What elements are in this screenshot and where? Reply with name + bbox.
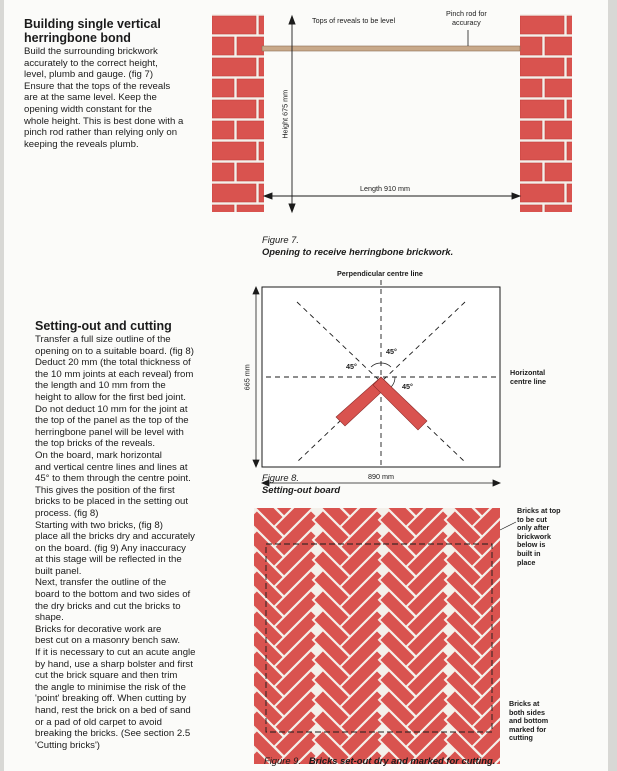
body-line: Next, transfer the outline of the xyxy=(35,577,167,589)
herringbone-brick xyxy=(0,690,30,737)
board-height-label: 665 mm xyxy=(242,364,252,391)
body-line: cut the brick square and then trim xyxy=(35,670,178,682)
herringbone-brick xyxy=(0,490,30,537)
height-label: Height 675 mm xyxy=(280,89,290,139)
body-line: Ensure that the tops of the reveals xyxy=(24,80,171,92)
horizontal-label-line: Horizontal xyxy=(510,368,546,377)
body-line: breaking the bricks. (See section 2.5 xyxy=(35,728,191,740)
herringbone-brick xyxy=(538,610,585,657)
body-line: on the board. (fig 9) Any inaccuracy xyxy=(35,542,186,554)
body-line: If it is necessary to cut an acute angle xyxy=(35,647,196,659)
herringbone-brick xyxy=(0,630,30,677)
brick xyxy=(545,37,589,55)
body-line: whole height. This is best done with a xyxy=(24,115,184,127)
note-line: brickwork xyxy=(517,531,551,541)
herringbone-brick xyxy=(208,590,255,637)
herringbone-brick xyxy=(208,610,255,657)
brick xyxy=(567,58,611,76)
herringbone-brick xyxy=(208,650,255,697)
figure8-title: Setting-out board xyxy=(262,483,341,495)
herringbone-brick xyxy=(577,530,617,577)
herringbone-brick xyxy=(577,750,617,771)
body-line: the top of the panel as the top of the xyxy=(35,415,189,427)
perpendicular-centre-line-label: Perpendicular centre line xyxy=(337,269,423,278)
brick xyxy=(190,121,234,139)
herringbone-brick xyxy=(604,490,617,537)
pinch-rod xyxy=(262,46,520,51)
note-line: Bricks at top xyxy=(517,506,561,515)
note-line: only after xyxy=(517,523,550,533)
body-line: the dry bricks and cut the bricks to xyxy=(35,600,181,612)
section2-heading: Setting-out and cutting xyxy=(35,319,172,333)
note-line: both sides xyxy=(509,707,545,717)
note-line: Bricks at xyxy=(509,699,540,708)
herringbone-brick xyxy=(604,470,617,517)
herringbone-brick xyxy=(0,550,30,597)
herringbone-brick xyxy=(208,530,255,577)
herringbone-brick xyxy=(604,630,617,677)
herringbone-brick xyxy=(0,670,30,717)
side-bricks-note xyxy=(509,700,548,743)
horizontal-label-line: centre line xyxy=(510,376,546,386)
body-line: Deduct 20 mm (the total thickness of xyxy=(35,357,191,369)
herringbone-brick xyxy=(511,630,558,677)
brick xyxy=(567,184,611,202)
section1-body xyxy=(24,46,183,150)
herringbone-brick xyxy=(511,570,558,617)
brick xyxy=(567,142,611,160)
body-line: pinch rod rather than relying only on xyxy=(24,127,178,139)
brick xyxy=(237,121,281,139)
herringbone-brick xyxy=(577,450,617,497)
brick xyxy=(190,79,234,97)
body-line: level, plumb and gauge. (fig 7) xyxy=(24,69,154,81)
herringbone-brick xyxy=(604,650,617,697)
herringbone-brick xyxy=(511,590,558,637)
horizontal-centre-line-label xyxy=(510,369,546,386)
herringbone-brick xyxy=(0,590,30,637)
body-line: 45° to them through the centre point. xyxy=(35,473,191,485)
figure8-number: Figure 8. xyxy=(262,472,299,483)
brick xyxy=(212,184,256,202)
herringbone-brick xyxy=(208,570,255,617)
herringbone-brick xyxy=(604,570,617,617)
herringbone-brick xyxy=(538,630,585,677)
herringbone-brick xyxy=(604,590,617,637)
brick xyxy=(212,16,256,34)
herringbone-brick xyxy=(604,690,617,737)
herringbone-brick xyxy=(577,690,617,737)
brick xyxy=(212,142,256,160)
herringbone-brick xyxy=(208,510,255,557)
herringbone-brick xyxy=(115,750,162,771)
herringbone-brick xyxy=(208,630,255,677)
brick xyxy=(520,184,564,202)
body-line: by hand, use a sharp bolster and first xyxy=(35,658,193,670)
body-line: built panel. xyxy=(35,565,82,577)
brick xyxy=(237,163,281,181)
herringbone-brick xyxy=(0,610,30,657)
figure9-number: Figure 9. xyxy=(264,755,301,766)
herringbone-brick xyxy=(208,730,255,771)
body-line: or a pad of old carpet to avoid xyxy=(35,716,162,728)
body-line: Starting with two bricks, (fig 8) xyxy=(35,519,163,531)
herringbone-brick xyxy=(0,750,30,771)
body-line: This gives the position of the first xyxy=(35,484,175,496)
herringbone-brick xyxy=(0,530,30,577)
herringbone-brick xyxy=(577,610,617,657)
brick xyxy=(520,58,564,76)
brick xyxy=(545,163,589,181)
brick xyxy=(545,121,589,139)
body-line: best cut on a masonry bench saw. xyxy=(35,635,181,647)
body-line: height to allow for the first bed joint. xyxy=(35,391,186,403)
herringbone-brick xyxy=(10,750,57,771)
herringbone-brick xyxy=(577,730,617,771)
brick xyxy=(520,100,564,118)
section1-heading-line: herringbone bond xyxy=(24,31,131,45)
figure9-title: Bricks set-out dry and marked for cutting. xyxy=(308,755,496,766)
note-line: to be cut xyxy=(517,514,547,524)
section1-heading-line: Building single vertical xyxy=(24,17,161,31)
body-line: the 10 mm joints at each reveal) from xyxy=(35,368,194,380)
angle-label: 45° xyxy=(402,382,413,391)
herringbone-brick xyxy=(511,750,558,771)
body-line: and vertical centre lines and lines at xyxy=(35,461,188,473)
herringbone-brick xyxy=(604,510,617,557)
herringbone-brick xyxy=(604,730,617,771)
angle-label: 45° xyxy=(386,347,397,356)
herringbone-brick xyxy=(604,550,617,597)
body-line: Bricks for decorative work are xyxy=(35,623,162,635)
herringbone-brick xyxy=(208,490,255,537)
herringbone-brick xyxy=(577,510,617,557)
body-line: Build the surrounding brickwork xyxy=(24,46,158,57)
herringbone-brick xyxy=(511,650,558,697)
brick xyxy=(498,205,542,223)
herringbone-brick xyxy=(208,670,255,717)
herringbone-brick xyxy=(208,450,255,497)
brick xyxy=(545,205,589,223)
brick xyxy=(498,79,542,97)
herringbone-brick xyxy=(577,710,617,757)
herringbone-brick xyxy=(538,590,585,637)
herringbone-brick xyxy=(538,450,585,497)
pinch-rod-label xyxy=(446,10,487,27)
length-label: Length 910 mm xyxy=(360,184,410,193)
body-line: opening width constant for the xyxy=(24,103,153,115)
herringbone-brick xyxy=(0,570,30,617)
body-line: 'point' breaking off. When cutting by xyxy=(35,693,187,705)
herringbone-brick xyxy=(0,470,30,517)
board-width-label: 890 mm xyxy=(368,472,394,481)
herringbone-brick xyxy=(511,610,558,657)
herringbone-brick xyxy=(538,650,585,697)
herringbone-brick xyxy=(0,730,30,771)
note-line: built in xyxy=(517,548,541,558)
top-bricks-note xyxy=(517,507,561,567)
herringbone-brick xyxy=(208,690,255,737)
herringbone-brick xyxy=(577,590,617,637)
body-line: are at the same level. Keep the xyxy=(24,92,157,104)
herringbone-brick xyxy=(511,450,558,497)
herringbone-brick xyxy=(604,610,617,657)
herringbone-brick xyxy=(0,650,30,697)
herringbone-brick xyxy=(604,530,617,577)
angle-label: 45° xyxy=(346,362,357,371)
body-line: accurately to the correct height, xyxy=(24,57,158,69)
herringbone-brick xyxy=(577,470,617,517)
brick xyxy=(259,16,303,34)
note-line: marked for xyxy=(509,724,547,734)
note-line: and bottom xyxy=(509,716,549,726)
body-line: opening on to a suitable board. (fig 8) xyxy=(35,345,194,357)
body-line: keeping the reveals plumb. xyxy=(24,138,139,150)
body-line: 'Cutting bricks') xyxy=(35,739,100,751)
herringbone-brick xyxy=(181,750,228,771)
length-arrow xyxy=(264,193,520,199)
brick xyxy=(567,16,611,34)
herringbone-brick xyxy=(0,710,30,757)
herringbone-brick xyxy=(604,750,617,771)
body-line: at this stage will be reflected in the xyxy=(35,554,182,566)
herringbone-brick xyxy=(577,490,617,537)
body-line: shape. xyxy=(35,612,64,624)
herringbone-brick xyxy=(577,550,617,597)
herringbone-brick xyxy=(538,750,585,771)
note-line: place xyxy=(517,557,536,567)
body-line: Do not deduct 10 mm for the joint at xyxy=(35,403,188,415)
herringbone-brick xyxy=(604,710,617,757)
brick xyxy=(190,163,234,181)
herringbone-brick xyxy=(0,510,30,557)
body-line: On the board, mark horizontal xyxy=(35,449,162,461)
body-line: Transfer a full size outline of the xyxy=(35,334,171,345)
body-line: process. (fig 8) xyxy=(35,507,99,519)
body-line: the angle to minimise the risk of the xyxy=(35,681,186,693)
herringbone-brick xyxy=(208,750,255,771)
right-brick-reveal xyxy=(498,14,611,223)
top-label-pointer xyxy=(500,522,516,530)
brick xyxy=(567,100,611,118)
brick xyxy=(259,58,303,76)
brick xyxy=(212,58,256,76)
body-line: hand, rest the brick on a bed of sand xyxy=(35,705,191,716)
herringbone-brick xyxy=(208,550,255,597)
herringbone-brick xyxy=(577,670,617,717)
herringbone-brick xyxy=(0,450,30,497)
note-line: below is xyxy=(517,540,546,550)
section1-heading xyxy=(24,17,161,45)
body-line: board to the bottom and two sides of xyxy=(35,589,191,601)
figure7-title: Opening to receive herringbone brickwork. xyxy=(262,245,454,257)
herringbone-brick xyxy=(76,750,123,771)
herringbone-brick xyxy=(577,650,617,697)
body-line: herringbone panel will be level with xyxy=(35,426,184,438)
brick xyxy=(545,79,589,97)
herringbone-brick xyxy=(538,570,585,617)
body-line: bricks to be placed in the setting out xyxy=(35,496,189,508)
pinch-rod-label-line: Pinch rod for xyxy=(446,9,487,18)
brick xyxy=(190,37,234,55)
note-line: cutting xyxy=(509,733,533,743)
herringbone-brick xyxy=(49,750,96,771)
herringbone-brick xyxy=(208,710,255,757)
tops-of-reveals-label: Tops of reveals to be level xyxy=(312,16,396,25)
herringbone-brick xyxy=(142,750,189,771)
herringbone-brick xyxy=(577,570,617,617)
brick xyxy=(190,205,234,223)
brick xyxy=(520,142,564,160)
pinch-rod-label-line: accuracy xyxy=(451,17,481,27)
figure7-caption xyxy=(262,234,453,257)
figure8-caption xyxy=(262,472,340,495)
brick xyxy=(498,163,542,181)
brick xyxy=(212,100,256,118)
herringbone-brick xyxy=(577,630,617,677)
herringbone-brick xyxy=(604,450,617,497)
brick xyxy=(237,79,281,97)
brick xyxy=(498,121,542,139)
brick xyxy=(520,16,564,34)
figure7-number: Figure 7. xyxy=(262,234,299,245)
brick xyxy=(259,184,303,202)
figure9-caption xyxy=(264,755,495,767)
body-line: the top bricks of the reveals. xyxy=(35,438,155,450)
body-line: the length and 10 mm from the xyxy=(35,380,166,392)
herringbone-brick xyxy=(208,470,255,517)
body-line: place all the bricks dry and accurately xyxy=(35,531,195,543)
section2-body xyxy=(35,334,196,751)
herringbone-brick xyxy=(604,670,617,717)
brick xyxy=(237,205,281,223)
